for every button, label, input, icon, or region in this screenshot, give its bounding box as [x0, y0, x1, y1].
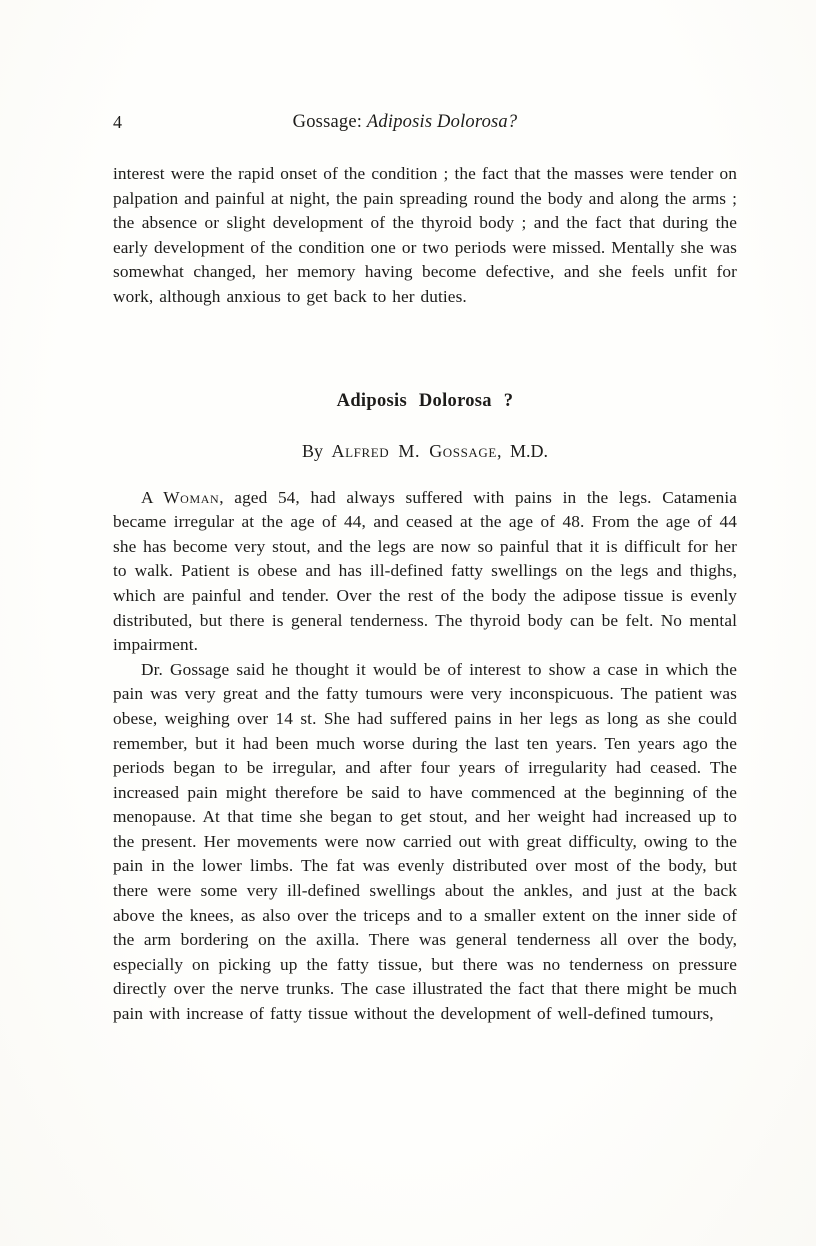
byline-prefix: By: [302, 440, 332, 461]
page-header: [113, 112, 737, 138]
case-paragraph-smallcaps: Woman: [163, 487, 220, 507]
case-summary-paragraph: [113, 486, 737, 658]
case-paragraph-rest: , aged 54, had always suffered with pains in the legs. Catamenia became irregular at the age of 44, and ceased at the age of 48. From the age of 44 she has become very stout, and the legs are now so painful that it is difficult for her to walk. Patient is obese and has ill-defined fatty swellings on the legs and thighs, which are painful and tender. Over the rest of the body the adipose tissue is evenly distributed, but there is general tenderness. The thyroid body can be felt. No mental impairment.: [113, 487, 738, 655]
running-head-author: Gossage:: [292, 112, 367, 132]
discussion-paragraph: Dr. Gossage said he thought it would be of interest to show a case in which the pain was very great and the fatty tumours were very inconspicuous. The patient was obese, weighing over 14 st. She had suffered pains in her legs as long as she could remember, but it had been much worse during the last ten years. Ten years ago the periods began to be irregular, and after four years of irregularity had ceased. The increased pain might therefore be said to have commenced at the beginning of the menopause. At that time she began to get stout, and her weight had increased up to the present. Her movements were now carried out with great difficulty, owing to the pain in the lower limbs. The fat was evenly distributed over most of the body, but there were some very ill-defined swellings about the ankles, and just at the back above the knees, as also over the triceps and to a smaller extent on the inner side of the arm bordering on the axilla. There was general tenderness all over the body, especially on picking up the fatty tissue, but there was no tenderness on pressure directly over the nerve trunks. The case illustrated the fact that there might be much pain with increase of fatty tissue without the development of well-defined tumours,: [113, 659, 737, 1024]
article-title: Adiposis Dolorosa ?: [336, 390, 514, 411]
spacer: [113, 462, 737, 486]
running-head-title: Adiposis Dolorosa?: [366, 112, 518, 132]
byline-degree: , M.D.: [496, 440, 548, 461]
running-head: [113, 112, 697, 133]
page-number: 4: [113, 112, 122, 132]
case-paragraph-lead: A: [141, 487, 164, 507]
continuation-paragraph: interest were the rapid onset of the condition ; the fact that the masses were tender on palpation and painful at night, the pain spreading round the body and along the arms ; the absence or slight development of the thyroid body ; and the fact that during the early development of the condition one or two periods were missed. Mentally she was somewhat changed, her memory having become defective, and she feels unfit for work, although anxious to get back to her duties.: [113, 164, 737, 306]
byline-author-name: Alfred M. Gossage: [331, 440, 497, 461]
article-byline: [113, 441, 737, 462]
page-content: [113, 112, 737, 1027]
